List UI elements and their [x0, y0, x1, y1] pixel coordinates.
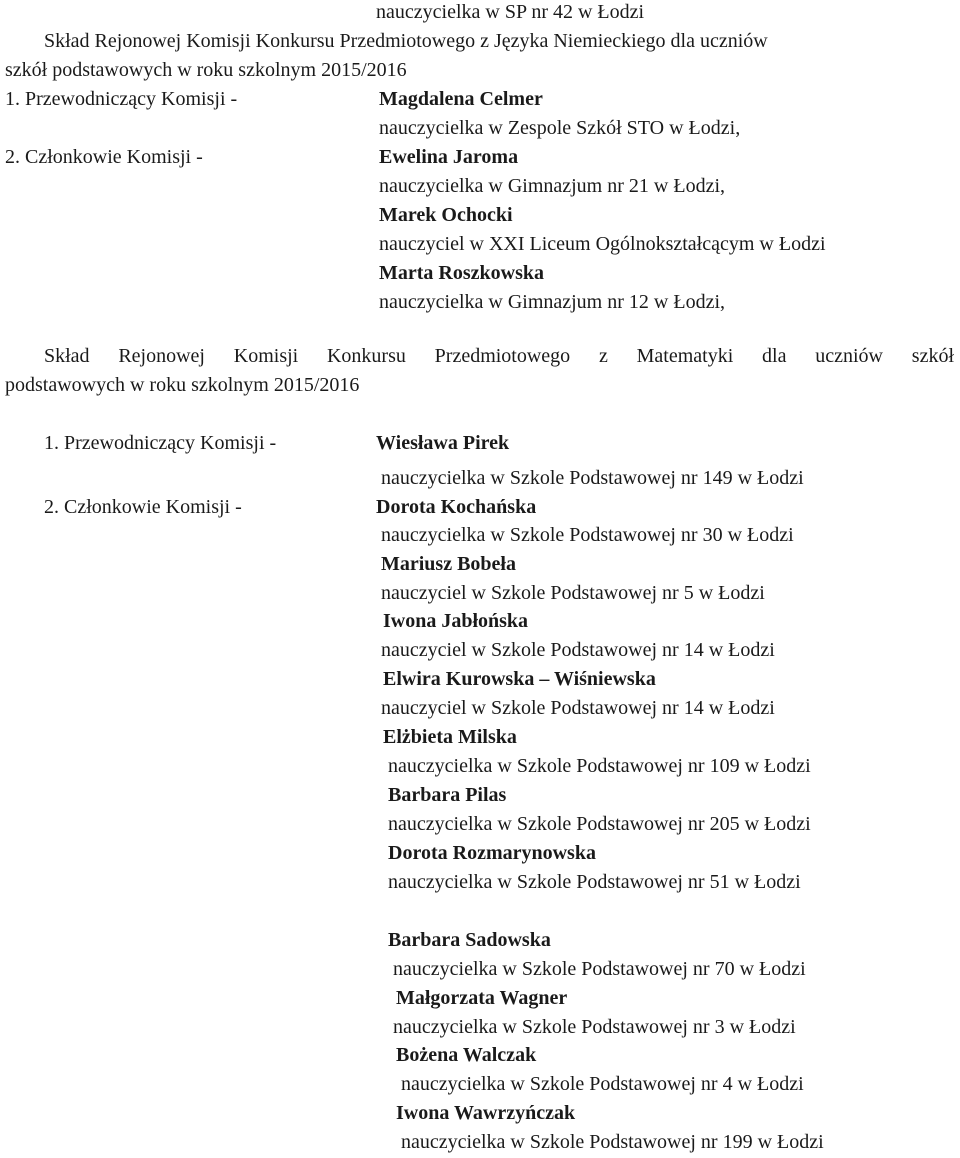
math-section-title-line1: Skład Rejonowej Komisji Konkursu Przedmiotowego z Matematyki dla uczniów szkół: [44, 345, 954, 367]
previous-member-affiliation: nauczycielka w SP nr 42 w Łodzi: [376, 1, 645, 23]
math-member-affiliation: nauczycielka w Szkole Podstawowej nr 199 w Łodzi: [401, 1131, 824, 1153]
math-member-name: Dorota Kochańska: [376, 496, 537, 518]
math-member-affiliation: nauczycielka w Szkole Podstawowej nr 3 w Łodzi: [393, 1016, 796, 1038]
math-member-name: Barbara Pilas: [388, 784, 507, 806]
math-member-name: Małgorzata Wagner: [396, 987, 568, 1009]
math-member-name: Dorota Rozmarynowska: [388, 842, 596, 864]
math-member-affiliation: nauczyciel w Szkole Podstawowej nr 14 w Łodzi: [381, 639, 775, 661]
math-member-name: Mariusz Bobeła: [381, 553, 516, 575]
german-member-name: Marta Roszkowska: [379, 262, 544, 284]
math-member-name: Iwona Jabłońska: [383, 610, 529, 632]
math-member-affiliation: nauczycielka w Szkole Podstawowej nr 51 w Łodzi: [388, 871, 801, 893]
german-members-role: 2. Członkowie Komisji -: [5, 146, 203, 168]
math-member-affiliation: nauczycielka w Szkole Podstawowej nr 109 w Łodzi: [388, 755, 811, 777]
math-members-role: 2. Członkowie Komisji -: [44, 496, 242, 518]
math-member-affiliation: nauczycielka w Szkole Podstawowej nr 70 w Łodzi: [393, 958, 806, 980]
math-member-affiliation: nauczyciel w Szkole Podstawowej nr 5 w Łodzi: [381, 582, 765, 604]
math-member-name: Elżbieta Milska: [383, 726, 517, 748]
german-member-affiliation: nauczycielka w Gimnazjum nr 21 w Łodzi,: [379, 175, 725, 197]
german-chair-role: 1. Przewodniczący Komisji -: [5, 88, 238, 110]
math-member-affiliation: nauczycielka w Szkole Podstawowej nr 205 w Łodzi: [388, 813, 811, 835]
math-section-title-line2: podstawowych w roku szkolnym 2015/2016: [5, 374, 360, 396]
math-member-name: Bożena Walczak: [396, 1044, 537, 1066]
german-member-affiliation: nauczycielka w Gimnazjum nr 12 w Łodzi,: [379, 291, 725, 313]
german-member-affiliation: nauczyciel w XXI Liceum Ogólnokształcącym w Łodzi: [379, 233, 826, 255]
math-member-affiliation: nauczycielka w Szkole Podstawowej nr 4 w Łodzi: [401, 1073, 804, 1095]
german-member-name: Ewelina Jaroma: [379, 146, 519, 168]
math-chair-name: Wiesława Pirek: [376, 432, 510, 454]
german-member-name: Marek Ochocki: [379, 204, 513, 226]
math-member-name: Barbara Sadowska: [388, 929, 551, 951]
math-chair-affiliation: nauczycielka w Szkole Podstawowej nr 149 w Łodzi: [381, 467, 804, 489]
math-member-name: Iwona Wawrzyńczak: [396, 1102, 576, 1124]
math-chair-role: 1. Przewodniczący Komisji -: [44, 432, 277, 454]
math-member-name: Elwira Kurowska – Wiśniewska: [383, 668, 656, 690]
math-member-affiliation: nauczycielka w Szkole Podstawowej nr 30 w Łodzi: [381, 524, 794, 546]
german-section-title-line2: szkół podstawowych w roku szkolnym 2015/2016: [5, 59, 407, 81]
math-member-affiliation: nauczyciel w Szkole Podstawowej nr 14 w Łodzi: [381, 697, 775, 719]
german-chair-affiliation: nauczycielka w Zespole Szkół STO w Łodzi,: [379, 117, 741, 139]
german-chair-name: Magdalena Celmer: [379, 88, 543, 110]
german-section-title-line1: Skład Rejonowej Komisji Konkursu Przedmiotowego z Języka Niemieckiego dla uczniów: [44, 30, 768, 52]
